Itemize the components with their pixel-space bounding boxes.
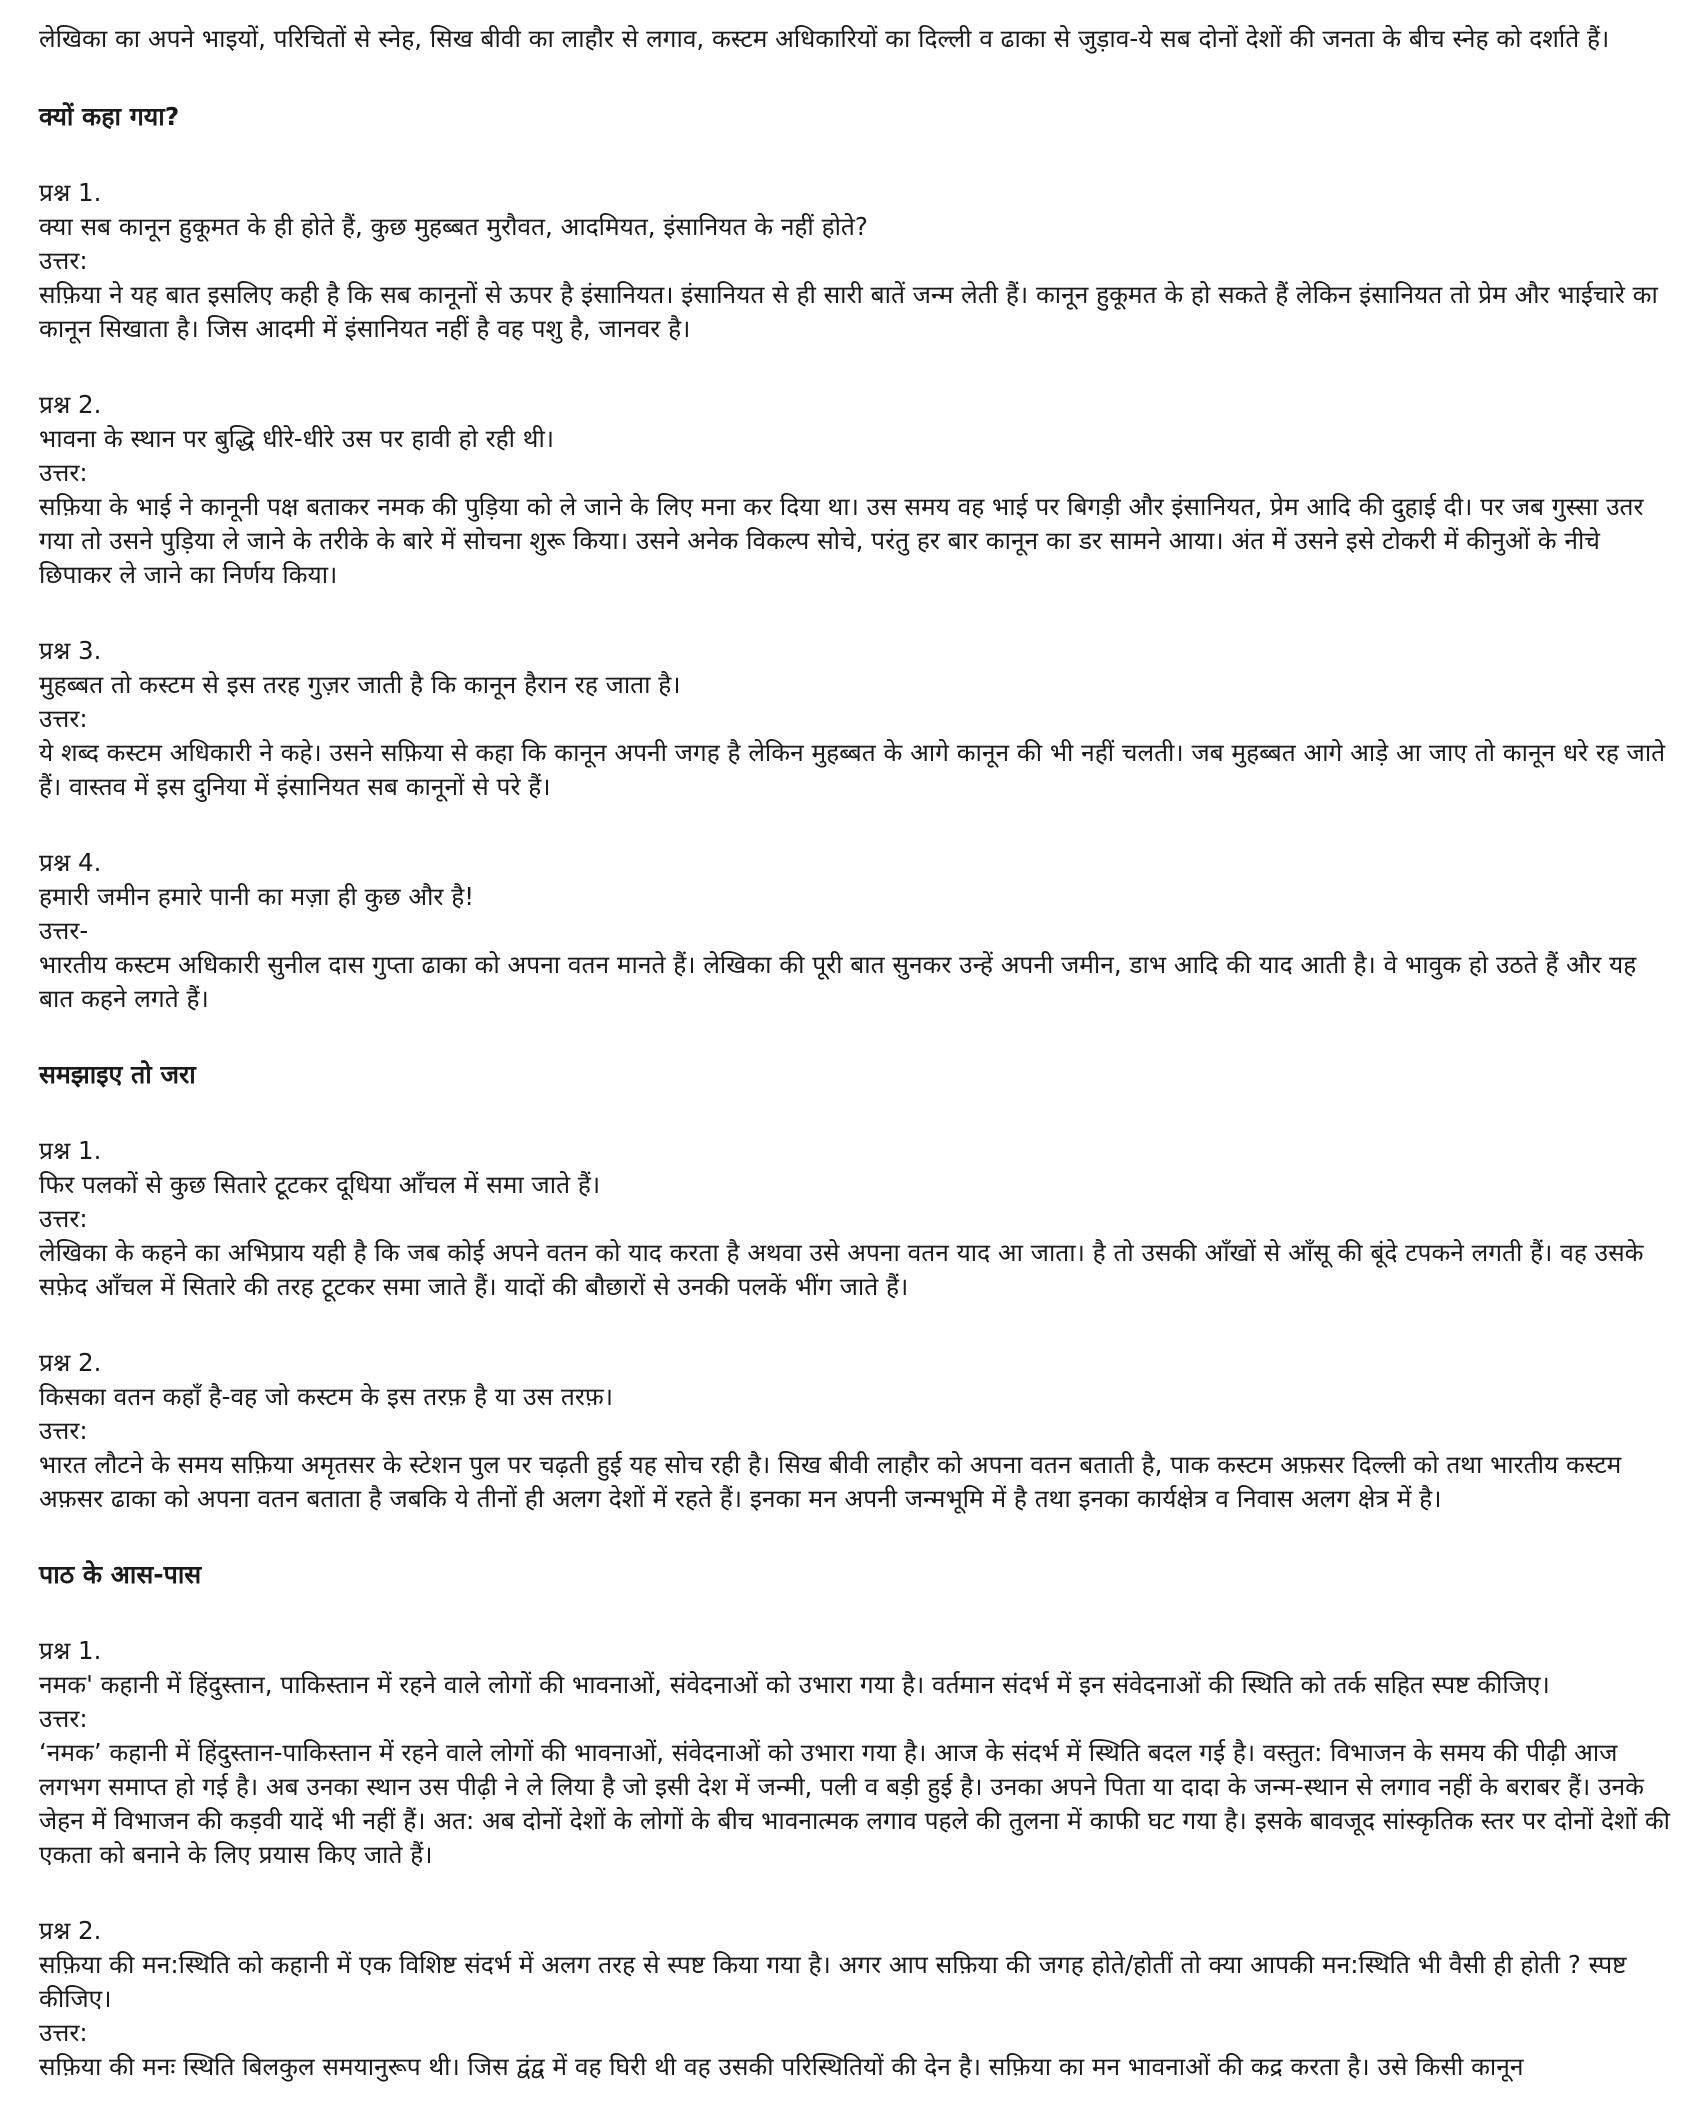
section-heading: पाठ के आस-पास [39, 1560, 202, 1589]
question-text: नमक' कहानी में हिंदुस्तान, पाकिस्तान में रहने वाले लोगों की भावनाओं, संवेदनाओं को उभारा गया है। वर्तमान संदर्भ में इन संवेदनाओं की स्थिति को तर्क सहित स्पष्ट कीजिए। [39, 1670, 1550, 1699]
answer-text: ये शब्द कस्टम अधिकारी ने कहे। उसने सफ़िया से कहा कि कानून अपनी जगह है लेकिन मुहब्बत के आगे कानून की भी नहीं चलती। जब मुहब्बत आगे आड़े आ जाए तो कानून धरे रह जाते हैं। वास्तव में इस दुनिया में इंसानियत सब कानूनों से परे हैं। [39, 738, 1666, 801]
qa-block [39, 634, 1670, 804]
question-text: क्या सब कानून हुकूमत के ही होते हैं, कुछ मुहब्बत मुरौवत, आदमियत, इंसानियत के नहीं होते? [39, 212, 868, 241]
answer-label: उत्तर: [39, 1204, 88, 1233]
question-label: प्रश्न 4. [39, 848, 102, 877]
qa-block [39, 1134, 1670, 1304]
question-label: प्रश्न 1. [39, 1636, 102, 1665]
question-label: प्रश्न 2. [39, 390, 102, 419]
answer-text: लेखिका के कहने का अभिप्राय यही है कि जब कोई अपने वतन को याद करता है अथवा उसे अपना वतन याद आ जाता। है तो उसकी आँखों से आँसू की बूंदे टपकने लगती हैं। वह उसके सफ़ेद आँचल में सितारे की तरह टूटकर समा जाते हैं। यादों की बौछारों से उनकी पलकें भींग जाते हैं। [39, 1238, 1644, 1301]
question-text: सफ़िया की मन:स्थिति को कहानी में एक विशिष्ट संदर्भ में अलग तरह से स्पष्ट किया गया है। अगर आप सफ़िया की जगह होते/होतीं तो क्या आपकी मन:स्थिति भी वैसी ही होती ? स्पष्ट कीजिए। [39, 1950, 1627, 2013]
answer-text: भारतीय कस्टम अधिकारी सुनील दास गुप्ता ढाका को अपना वतन मानते हैं। लेखिका की पूरी बात सुनकर उन्हें अपनी जमीन, डाभ आदि की याद आती है। वे भावुक हो उठते हैं और यह बात कहने लगते हैं। [39, 950, 1637, 1013]
qa-block [39, 1634, 1670, 1872]
question-text: किसका वतन कहाँ है-वह जो कस्टम के इस तरफ़ है या उस तरफ़। [39, 1382, 614, 1411]
section-kyon-kaha-gaya [39, 100, 1670, 1016]
qa-block [39, 388, 1670, 592]
question-label: प्रश्न 3. [39, 636, 102, 665]
answer-label: उत्तर: [39, 704, 88, 733]
question-text: भावना के स्थान पर बुद्धि धीरे-धीरे उस पर हावी हो रही थी। [39, 424, 555, 453]
qa-block [39, 846, 1670, 1016]
answer-label: उत्तर: [39, 246, 88, 275]
section-heading: समझाइए तो जरा [39, 1060, 196, 1089]
question-label: प्रश्न 2. [39, 1348, 102, 1377]
answer-label: उत्तर- [39, 916, 89, 945]
answer-text: सफ़िया ने यह बात इसलिए कही है कि सब कानूनों से ऊपर है इंसानियत। इंसानियत से ही सारी बातें जन्म लेती हैं। कानून हुकूमत के हो सकते हैं लेकिन इंसानियत तो प्रेम और भाईचारे का कानून सिखाता है। जिस आदमी में इंसानियत नहीं है वह पशु है, जानवर है। [39, 280, 1658, 343]
section-path-ke-aas-paas [39, 1558, 1670, 2084]
qa-block [39, 176, 1670, 346]
answer-label: उत्तर: [39, 1704, 88, 1733]
answer-text: सफ़िया की मनः स्थिति बिलकुल समयानुरूप थी। जिस द्वंद्व में वह घिरी थी वह उसकी परिस्थितियों की देन है। सफ़िया का मन भावनाओं की कद्र करता है। उसे किसी कानून [39, 2052, 1524, 2081]
answer-text: ‘नमक’ कहानी में हिंदुस्तान-पाकिस्तान में रहने वाले लोगों की भावनाओं, संवेदनाओं को उभारा गया है। आज के संदर्भ में स्थिति बदल गई है। वस्तुत: विभाजन के समय की पीढ़ी आज लगभग समाप्त हो गई है। अब उनका स्थान उस पीढ़ी ने ले लिया है जो इसी देश में जन्मी, पली व बड़ी हुई है। उनका अपने पिता या दादा के जन्म-स्थान से लगाव नहीं के बराबर हैं। उनके जेहन में विभाजन की कड़वी यादें भी नहीं हैं। अत: अब दोनों देशों के लोगों के बीच भावनात्मक लगाव पहले की तुलना में काफी घट गया है। इसके बावजूद सांस्कृतिक स्तर पर दोनों देशों की एकता को बनाने के लिए प्रयास किए जाते हैं। [39, 1738, 1670, 1869]
question-text: हमारी जमीन हमारे पानी का मज़ा ही कुछ और है! [39, 882, 475, 911]
intro-paragraph: लेखिका का अपने भाइयों, परिचितों से स्नेह, सिख बीवी का लाहौर से लगाव, कस्टम अधिकारियों का दिल्ली व ढाका से जुड़ाव-ये सब दोनों देशों की जनता के बीच स्नेह को दर्शाते हैं। [39, 24, 1610, 53]
question-text: फिर पलकों से कुछ सितारे टूटकर दूधिया आँचल में समा जाते हैं। [39, 1170, 601, 1199]
answer-text: सफ़िया के भाई ने कानूनी पक्ष बताकर नमक की पुड़िया को ले जाने के लिए मना कर दिया था। उस समय वह भाई पर बिगड़ी और इंसानियत, प्रेम आदि की दुहाई दी। पर जब गुस्सा उतर गया तो उसने पुड़िया ले जाने के तरीके के बारे में सोचना शुरू किया। उसने अनेक विकल्प सोचे, परंतु हर बार कानून का डर सामने आया। अंत में उसने इसे टोकरी में कीनुओं के नीचे छिपाकर ले जाने का निर्णय किया। [39, 492, 1644, 589]
answer-label: उत्तर: [39, 2018, 88, 2047]
question-label: प्रश्न 2. [39, 1916, 102, 1945]
qa-block [39, 1346, 1670, 1516]
question-label: प्रश्न 1. [39, 1136, 102, 1165]
section-samjhaiye-to-jara [39, 1058, 1670, 1516]
section-heading: क्यों कहा गया? [39, 102, 180, 131]
answer-label: उत्तर: [39, 458, 88, 487]
question-label: प्रश्न 1. [39, 178, 102, 207]
question-text: मुहब्बत तो कस्टम से इस तरह गुज़र जाती है कि कानून हैरान रह जाता है। [39, 670, 681, 699]
answer-text: भारत लौटने के समय सफ़िया अमृतसर के स्टेशन पुल पर चढ़ती हुई यह सोच रही है। सिख बीवी लाहौर को अपना वतन बताती है, पाक कस्टम अफ़सर दिल्ली को तथा भारतीय कस्टम अफ़सर ढाका को अपना वतन बताता है जबकि ये तीनों ही अलग देशों में रहते हैं। इनका मन अपनी जन्मभूमि में है तथा इनका कार्यक्षेत्र व निवास अलग क्षेत्र में है। [39, 1450, 1622, 1513]
answer-label: उत्तर: [39, 1416, 88, 1445]
qa-block [39, 1914, 1670, 2084]
